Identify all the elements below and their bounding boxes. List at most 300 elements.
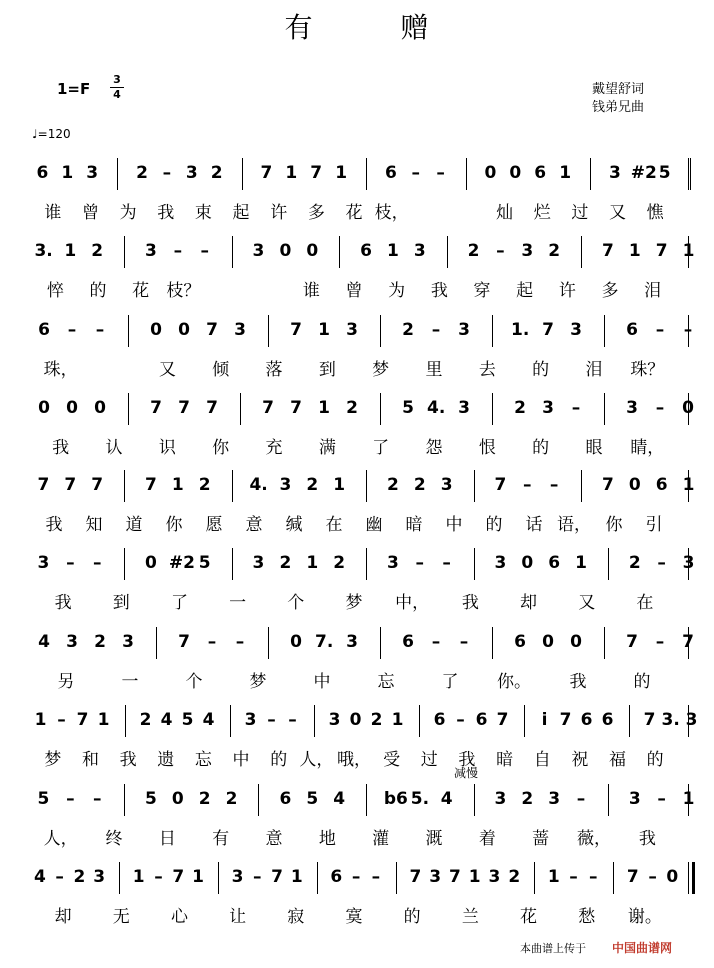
note: 3	[628, 789, 641, 809]
barline	[240, 393, 241, 425]
lyric-word: 自	[533, 750, 551, 770]
barline	[268, 627, 269, 659]
note: 7	[206, 398, 218, 418]
lyric-word: 一	[121, 672, 139, 692]
note: 7	[206, 320, 218, 340]
lyric-word: 的	[89, 281, 107, 301]
lyric-word: 灿	[496, 203, 514, 223]
note: 4	[202, 710, 215, 730]
note: 2	[73, 867, 86, 887]
note: 6	[384, 163, 397, 183]
lyric-word: 我	[45, 515, 63, 535]
note: 2	[370, 710, 383, 730]
note: 5	[181, 710, 194, 730]
note: 0	[306, 241, 319, 261]
barline	[366, 784, 367, 816]
note: 3	[685, 710, 698, 730]
note: 1	[682, 789, 695, 809]
lyric-word: 的	[403, 907, 421, 927]
lyric-word: 我	[157, 203, 175, 223]
lyric-word: 识	[158, 438, 176, 458]
lyric-word: 人，	[43, 829, 78, 849]
lyric-word: 心	[170, 907, 188, 927]
note: 7	[655, 241, 668, 261]
note: 2	[225, 789, 238, 809]
barline	[314, 705, 315, 737]
note: 7	[496, 710, 509, 730]
note: 3	[608, 163, 621, 183]
lyric-word: 中	[313, 672, 331, 692]
note: 0	[509, 163, 522, 183]
lyrics-row	[0, 433, 714, 457]
lyrics-row	[0, 902, 714, 926]
note: 1	[335, 163, 348, 183]
note: –	[431, 632, 441, 652]
lyric-word: 知	[85, 515, 103, 535]
barline	[492, 393, 493, 425]
note: 2	[91, 241, 104, 261]
note: 3	[458, 320, 470, 340]
note: –	[67, 320, 77, 340]
lyric-word: 暗	[405, 515, 423, 535]
note: –	[523, 475, 532, 495]
composer-credit: 钱弟兄曲	[592, 100, 645, 115]
barline	[492, 315, 493, 347]
lyric-word: 你	[605, 515, 623, 535]
barline	[232, 548, 233, 580]
barline	[117, 158, 118, 190]
lyric-word: 我	[458, 750, 476, 770]
lyric-word: 悴	[46, 281, 64, 301]
lyric-word: 让	[229, 907, 247, 927]
note: –	[235, 632, 245, 652]
note: –	[95, 320, 105, 340]
barline	[608, 548, 609, 580]
note: #2	[630, 163, 657, 183]
note: 0	[521, 553, 534, 573]
note: 0	[682, 398, 694, 418]
note: 2	[467, 241, 480, 261]
note: 3	[122, 632, 134, 652]
note: 3	[626, 398, 638, 418]
barline	[534, 862, 535, 894]
note: 0	[66, 398, 78, 418]
lyric-word: 恨	[478, 438, 496, 458]
note: 1	[192, 867, 204, 887]
note: –	[57, 710, 66, 730]
note: 7	[290, 320, 302, 340]
note: 3	[386, 553, 399, 573]
note: –	[371, 867, 381, 887]
lyric-word: 话	[525, 515, 543, 535]
barline	[230, 705, 231, 737]
note: 0	[38, 398, 50, 418]
barline	[156, 627, 157, 659]
note: –	[496, 241, 505, 261]
note: 2	[514, 398, 526, 418]
lyric-word: 又	[609, 203, 627, 223]
note: 3	[570, 320, 582, 340]
note: 0	[666, 867, 679, 887]
note: 7	[172, 867, 185, 887]
note: –	[415, 553, 424, 573]
lyric-word: 忘	[194, 750, 212, 770]
notation-row	[0, 784, 714, 818]
note: 3	[37, 553, 50, 573]
note: 4.	[249, 475, 268, 495]
note: 5.	[410, 789, 430, 809]
lyric-word: 泪	[644, 281, 662, 301]
barline	[380, 393, 381, 425]
barline	[268, 315, 269, 347]
lyric-word: 谁	[302, 281, 320, 301]
barline	[232, 236, 233, 268]
note: –	[207, 632, 217, 652]
note: 1	[547, 867, 560, 887]
note: –	[162, 163, 172, 183]
barline	[128, 315, 129, 347]
note: 3.	[661, 710, 680, 730]
note: 2	[210, 163, 223, 183]
note: 0	[145, 553, 157, 573]
lyric-word: 我	[52, 438, 70, 458]
lyric-word: 个	[287, 593, 305, 613]
note: 2	[548, 241, 561, 261]
lyric-word: 许	[558, 281, 576, 301]
note: 7	[271, 867, 283, 887]
lyric-word: 遗	[157, 750, 175, 770]
note: 2	[413, 475, 426, 495]
note: 7	[626, 632, 638, 652]
barline	[688, 315, 689, 347]
note: 2	[333, 553, 346, 573]
lyric-word: 花	[520, 907, 538, 927]
note: 5	[658, 163, 671, 183]
barline	[581, 470, 582, 502]
lyric-word: 在	[636, 593, 654, 613]
note: –	[442, 553, 451, 573]
note: 6	[601, 710, 614, 730]
note: 0	[628, 475, 641, 495]
note: 2	[139, 710, 152, 730]
lyric-word: 到	[112, 593, 130, 613]
lyric-word: 终	[105, 829, 123, 849]
lyric-word: 梦	[345, 593, 363, 613]
lyric-word: 憔	[646, 203, 664, 223]
lyric-word: 人，	[299, 750, 334, 770]
note: 4	[160, 710, 173, 730]
key-signature: 1=F	[57, 80, 91, 98]
note: 7	[178, 632, 190, 652]
note: 0	[542, 632, 554, 652]
lyrics-row	[0, 355, 714, 379]
note: 1	[318, 320, 330, 340]
lyric-word: 花	[132, 281, 150, 301]
lyric-word: 兰	[461, 907, 479, 927]
lyric-word: 我	[569, 672, 587, 692]
barline	[128, 393, 129, 425]
note: 1	[306, 553, 319, 573]
note: 3	[234, 320, 246, 340]
note: –	[92, 553, 102, 573]
lyric-word: 怨	[425, 438, 443, 458]
site-logo: 中国曲谱网	[612, 941, 673, 955]
lyric-word: 无	[112, 907, 130, 927]
note: 0	[150, 320, 162, 340]
lyric-word: 的	[532, 360, 550, 380]
note: 2	[508, 867, 521, 887]
note: 2	[279, 553, 292, 573]
note: 3	[548, 789, 561, 809]
lyric-word: 充	[265, 438, 283, 458]
note: 5	[306, 789, 319, 809]
note: 3	[86, 163, 99, 183]
note: 3	[279, 475, 292, 495]
lyrics-row	[0, 588, 714, 612]
note: 4	[333, 789, 346, 809]
note: 3	[488, 867, 501, 887]
note: –	[456, 710, 465, 730]
lyric-word: 一	[229, 593, 247, 613]
notation-row	[0, 470, 714, 504]
lyric-word: 谢。	[627, 907, 662, 927]
lyric-word: 福	[609, 750, 627, 770]
barline	[232, 470, 233, 502]
note: 3	[244, 710, 257, 730]
meter-top: 3	[113, 73, 121, 86]
lyric-word: 中	[445, 515, 463, 535]
barline	[688, 627, 689, 659]
barline	[604, 315, 605, 347]
lyric-word: 却	[520, 593, 538, 613]
note: 7	[601, 475, 614, 495]
barline	[366, 158, 367, 190]
note: 3	[346, 632, 358, 652]
note: –	[173, 241, 183, 261]
note: –	[549, 475, 559, 495]
notation-row	[0, 393, 714, 427]
lyric-word: 的	[270, 750, 288, 770]
barline	[604, 627, 605, 659]
note: 1	[290, 867, 303, 887]
note: 3	[328, 710, 341, 730]
barline	[317, 862, 318, 894]
barline	[124, 784, 125, 816]
note: 0	[484, 163, 497, 183]
lyricist-credit: 戴望舒词	[592, 82, 645, 97]
note: –	[431, 320, 441, 340]
lyric-word: 倾	[212, 360, 230, 380]
note: 1	[559, 163, 572, 183]
note: b6	[383, 789, 408, 809]
note: 7	[542, 320, 554, 340]
notation-row	[0, 548, 714, 582]
lyric-word: 日	[158, 829, 176, 849]
note: 7	[310, 163, 323, 183]
barline	[613, 862, 614, 894]
lyric-word: 你	[212, 438, 230, 458]
lyric-word: 愁	[578, 907, 596, 927]
note: –	[253, 867, 262, 887]
note: –	[411, 163, 421, 183]
barline	[688, 784, 689, 816]
note: 2	[628, 553, 641, 573]
lyric-word: 起	[232, 203, 250, 223]
note: –	[66, 553, 75, 573]
notation-row	[0, 158, 714, 192]
lyric-word: 暗	[496, 750, 514, 770]
lyric-word: 谁	[44, 203, 62, 223]
note: 1	[132, 867, 145, 887]
lyric-word: 为	[119, 203, 137, 223]
note: 4	[38, 632, 50, 652]
lyric-word: 束	[194, 203, 212, 223]
note: –	[200, 241, 209, 261]
note: 3	[231, 867, 244, 887]
note: 7	[601, 241, 614, 261]
barline	[590, 158, 591, 190]
lyric-word: 中	[232, 750, 250, 770]
meter-bottom: 4	[113, 88, 121, 101]
note: 6	[38, 320, 50, 340]
lyric-word: 落	[265, 360, 283, 380]
note: –	[92, 789, 102, 809]
lyric-word: 起	[516, 281, 534, 301]
lyric-word: 珠？	[630, 360, 665, 380]
lyric-word: 多	[307, 203, 325, 223]
barline	[466, 158, 467, 190]
barline	[688, 548, 689, 580]
note: 1	[682, 475, 695, 495]
lyric-word: 着	[478, 829, 496, 849]
barline	[242, 158, 243, 190]
lyric-word: 的	[485, 515, 503, 535]
note: 3	[429, 867, 442, 887]
note: 4	[33, 867, 46, 887]
barline	[396, 862, 397, 894]
lyric-word: 许	[270, 203, 288, 223]
note: 0	[279, 241, 292, 261]
barline	[366, 470, 367, 502]
note: –	[569, 867, 578, 887]
lyric-word: 到	[318, 360, 336, 380]
note: 3	[66, 632, 78, 652]
lyric-word: 眼	[585, 438, 603, 458]
barline	[688, 862, 689, 894]
note: –	[351, 867, 361, 887]
lyric-word: 受	[383, 750, 401, 770]
note: 1	[61, 163, 74, 183]
lyric-word: 了	[441, 672, 459, 692]
note: 3	[252, 241, 265, 261]
lyric-word: 意	[245, 515, 263, 535]
note: 7	[64, 475, 77, 495]
lyric-word: 认	[105, 438, 123, 458]
note: i	[541, 710, 548, 730]
note: –	[267, 710, 276, 730]
barline	[604, 393, 605, 425]
note: 1	[171, 475, 184, 495]
upload-footer: 本曲谱上传于	[520, 942, 586, 955]
lyrics-row	[0, 510, 714, 534]
lyric-word: 睛，	[630, 438, 665, 458]
note: 7	[145, 475, 157, 495]
note: 1	[682, 241, 695, 261]
barline	[124, 236, 125, 268]
lyric-word: 穿	[473, 281, 491, 301]
lyric-word: 缄	[285, 515, 303, 535]
note: 7	[260, 163, 273, 183]
note: 3	[521, 241, 534, 261]
note: 3	[682, 553, 695, 573]
note: 6	[279, 789, 292, 809]
barline	[474, 548, 475, 580]
slowing-marking: 减慢	[454, 766, 479, 780]
lyric-word: 花	[345, 203, 363, 223]
note: 3	[440, 475, 453, 495]
final-barline	[692, 862, 695, 894]
note: 3	[185, 163, 198, 183]
lyric-word: 和	[81, 750, 99, 770]
notation-row	[0, 236, 714, 270]
lyric-word: 枝？	[166, 281, 201, 301]
lyric-word: 去	[478, 360, 496, 380]
note: 7	[682, 632, 694, 652]
note: 6	[330, 867, 343, 887]
lyric-word: 薇，	[576, 829, 611, 849]
lyric-word: 我	[638, 829, 656, 849]
note: 1	[391, 710, 404, 730]
note: 2	[521, 789, 534, 809]
note: –	[655, 398, 665, 418]
note: 2	[94, 632, 106, 652]
lyrics-row	[0, 667, 714, 691]
note: 2	[386, 475, 399, 495]
note: 2	[198, 475, 211, 495]
note: 1	[333, 475, 346, 495]
lyric-word: 我	[430, 281, 448, 301]
lyric-word: 另	[57, 672, 75, 692]
lyrics-row	[0, 276, 714, 300]
note: –	[459, 632, 469, 652]
note: 1	[64, 241, 77, 261]
note: 6	[655, 475, 668, 495]
lyric-word: 地	[318, 829, 336, 849]
lyrics-row	[0, 824, 714, 848]
song-title: 有 赠	[284, 11, 430, 44]
lyric-word: 了	[372, 438, 390, 458]
note: 6	[36, 163, 49, 183]
note: 6	[433, 710, 446, 730]
note: –	[288, 710, 297, 730]
lyric-word: 溉	[425, 829, 443, 849]
note: 3.	[34, 241, 53, 261]
note: 3	[458, 398, 470, 418]
lyric-word: 却	[54, 907, 72, 927]
lyric-word: 里	[425, 360, 443, 380]
lyric-word: 烂	[533, 203, 551, 223]
barline	[474, 784, 475, 816]
barline	[366, 548, 367, 580]
barline	[119, 862, 120, 894]
lyric-word: 忘	[377, 672, 395, 692]
lyric-word: 哦，	[336, 750, 371, 770]
note: 7	[76, 710, 89, 730]
lyric-word: 过	[571, 203, 589, 223]
lyric-word: 我	[119, 750, 137, 770]
note: 7	[91, 475, 104, 495]
barline	[688, 470, 689, 502]
